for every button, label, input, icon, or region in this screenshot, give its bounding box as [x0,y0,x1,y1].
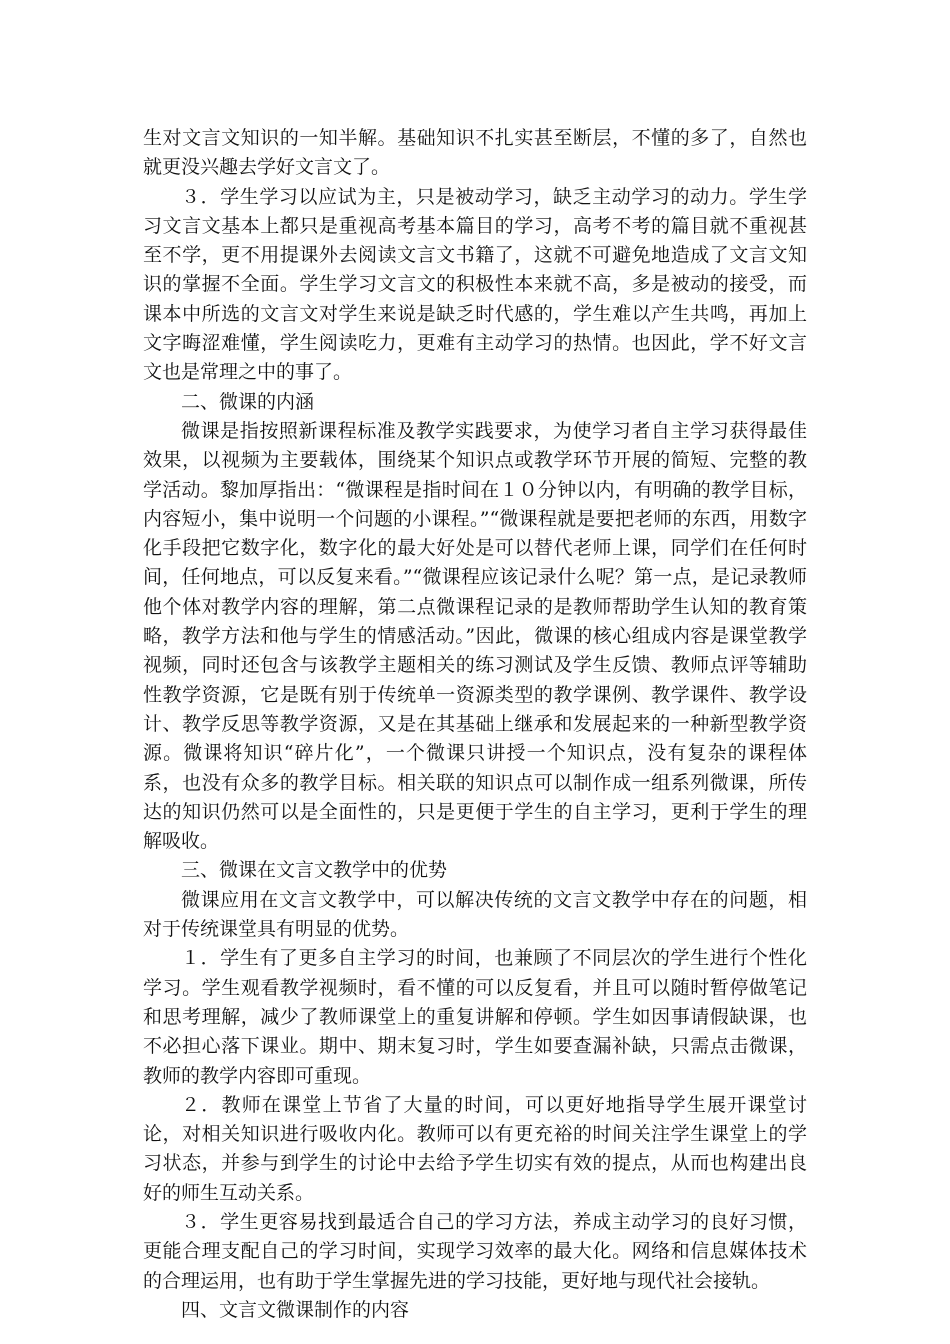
paragraph: 生对文言文知识的一知半解。基础知识不扎实甚至断层，不懂的多了，自然也就更没兴趣去学好文言文了。 [143,127,807,179]
section-heading: 三、微课在文言文教学中的优势 [181,859,448,882]
paragraph: ３．学生学习以应试为主，只是被动学习，缺乏主动学习的动力。学生学习文言文基本上都只是重视高考基本篇目的学习，高考不考的篇目就不重视甚至不学，更不用提课外去阅读文言文书籍了，这就不可避免地造成了文言文知识的掌握不全面。学生学习文言文的积极性本来就不高，多是被动的接受，而课本中所选的文言文对学生来说是缺乏时代感的，学生难以产生共鸣，再加上文字晦涩难懂，学生阅读吃力，更难有主动学习的热情。也因此，学不好文言文也是常理之中的事了。 [143,185,807,384]
section-heading: 四、文言文微课制作的内容 [181,1298,410,1321]
paragraph: 微课应用在文言文教学中，可以解决传统的文言文教学中存在的问题，相对于传统课堂具有明显的优势。 [143,888,807,941]
section-heading: 二、微课的内涵 [181,390,315,413]
paragraph: ２．教师在课堂上节省了大量的时间，可以更好地指导学生展开课堂讨论，对相关知识进行吸收内化。教师可以有更充裕的时间关注学生课堂上的学习状态，并参与到学生的讨论中去给予学生切实有效的提点，从而也构建出良好的师生互动关系。 [143,1093,807,1204]
paragraph: ３．学生更容易找到最适合自己的学习方法，养成主动学习的良好习惯，更能合理支配自己的学习时间，实现学习效率的最大化。网络和信息媒体技术的合理运用，也有助于学生掌握先进的学习技能，更好地与现代社会接轨。 [143,1210,807,1292]
paragraph: １．学生有了更多自主学习的时间，也兼顾了不同层次的学生进行个性化学习。学生观看教学视频时，看不懂的可以反复看，并且可以随时暂停做笔记和思考理解，减少了教师课堂上的重复讲解和停顿。学生如因事请假缺课，也不必担心落下课业。期中、期末复习时，学生如要查漏补缺，只需点击微课，教师的教学内容即可重现。 [143,947,807,1087]
document-body [143,124,807,1325]
paragraph: 微课是指按照新课程标准及教学实践要求，为使学习者自主学习获得最佳效果，以视频为主要载体，围绕某个知识点或教学环节开展的简短、完整的教学活动。黎加厚指出：“微课程是指时间在１０分钟以内，有明确的教学目标，内容短小，集中说明一个问题的小课程。”“微课程就是要把老师的东西，用数字化手段把它数字化，数字化的最大好处是可以替代老师上课，同学们在任何时间，任何地点，可以反复来看。”“微课程应该记录什么呢？第一点，是记录教师他个体对教学内容的理解，第二点微课程记录的是教师帮助学生认知的教育策略，教学方法和他与学生的情感活动。”因此，微课的核心组成内容是课堂教学视频，同时还包含与该教学主题相关的练习测试及学生反馈、教师点评等辅助性教学资源，它是既有别于传统单一资源类型的教学课例、教学课件、教学设计、教学反思等教学资源，又是在其基础上继承和发展起来的一种新型教学资源。微课将知识“碎片化”，一个微课只讲授一个知识点，没有复杂的课程体系，也没有众多的教学目标。相关联的知识点可以制作成一组系列微课，所传达的知识仍然可以是全面性的，只是更便于学生的自主学习，更利于学生的理解吸收。 [143,419,807,853]
